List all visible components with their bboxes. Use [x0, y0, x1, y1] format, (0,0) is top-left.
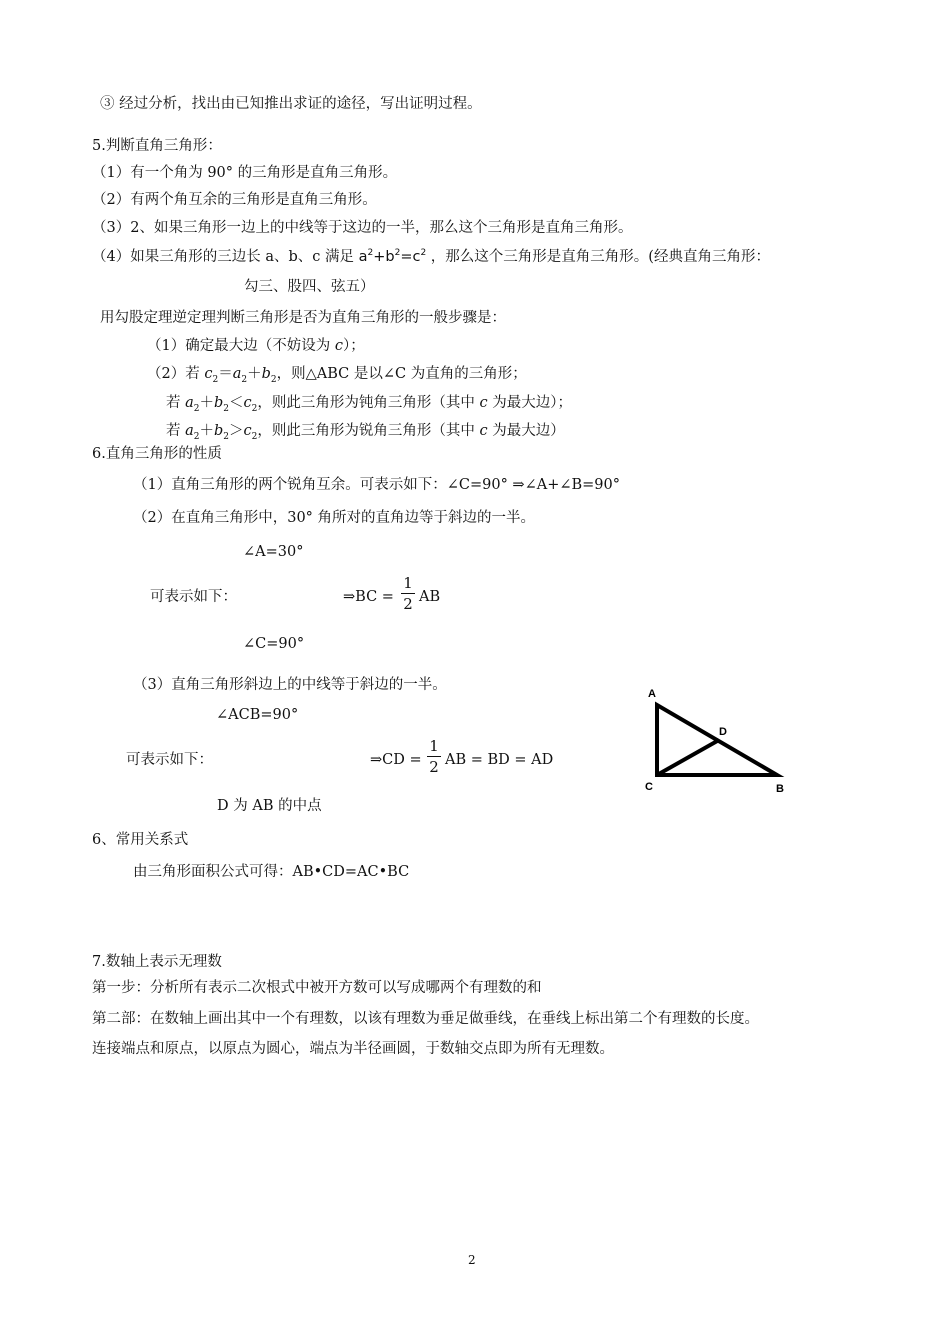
- property-3: （3）直角三角形斜边上的中线等于斜边的一半。: [133, 677, 447, 693]
- vertex-label-c: C: [645, 781, 653, 793]
- property-2-result: ⇒BC =: [343, 589, 394, 605]
- section7-step-2: 第二部：在数轴上画出其中一个有理数，以该有理数为垂足做垂线，在垂线上标出第二个有理数的长度。: [92, 1011, 759, 1027]
- property-2-condition-2: ∠C=90°: [243, 636, 305, 652]
- vertex-label-a: A: [648, 688, 656, 700]
- converse-intro: 用勾股定理逆定理判断三角形是否为直角三角形的一般步骤是：: [100, 310, 506, 326]
- property-3-condition-2: D 为 AB 的中点: [217, 798, 322, 814]
- section7-step-3: 连接端点和原点，以原点为圆心，端点为半径画圆，于数轴交点即为所有无理数。: [92, 1041, 614, 1057]
- median-cd: [657, 740, 719, 775]
- section5-item-1: （1）有一个角为 90° 的三角形是直角三角形。: [92, 165, 398, 181]
- area-relation: 由三角形面积公式可得：AB•CD=AC•BC: [133, 864, 410, 880]
- property-3-tail: AB = BD = AD: [445, 752, 554, 768]
- property-2-label: 可表示如下：: [150, 589, 237, 605]
- property-3-result: ⇒CD =: [370, 752, 422, 768]
- converse-step-2: （2）若 $c_2=a_2+b_2$，则△ABC 是以∠C 为直角的三角形；: [147, 366, 527, 385]
- fraction-one-half-2: 1 2: [427, 738, 441, 775]
- converse-step-3: 若 $a_2+b_2<c_2$，则此三角形为钝角三角形（其中 c 为最大边）；: [166, 395, 572, 414]
- vertex-label-b: B: [776, 783, 784, 795]
- section7-heading: 7.数轴上表示无理数: [92, 954, 222, 970]
- section5-item-2: （2）有两个角互余的三角形是直角三角形。: [92, 192, 377, 208]
- relations-heading: 6、常用关系式: [92, 832, 189, 848]
- section5-item-3: （3）2、如果三角形一边上的中线等于这边的一半，那么这个三角形是直角三角形。: [92, 220, 633, 236]
- page-number: 2: [468, 1253, 476, 1267]
- property-1: （1）直角三角形的两个锐角互余。可表示如下：∠C=90° ⇒∠A+∠B=90°: [133, 477, 621, 493]
- right-triangle-figure: [640, 682, 790, 797]
- property-3-condition-1: ∠ACB=90°: [216, 707, 299, 723]
- pythagoras-formula: $a^2+b^2=c^2$: [358, 248, 427, 265]
- property-2-condition-1: ∠A=30°: [243, 544, 304, 560]
- vertex-label-d: D: [719, 726, 727, 738]
- converse-step-4: 若 $a_2+b_2>c_2$，则此三角形为锐角三角形（其中 c 为最大边）: [166, 423, 565, 442]
- section7-step-1: 第一步：分析所有表示二次根式中被开方数可以写成哪两个有理数的和: [92, 980, 542, 996]
- property-3-label: 可表示如下：: [126, 752, 213, 768]
- section6-heading: 6.直角三角形的性质: [92, 446, 222, 462]
- property-2: （2）在直角三角形中，30° 角所对的直角边等于斜边的一半。: [133, 510, 536, 526]
- section5-item-4-cont: 勾三、股四、弦五）: [244, 279, 375, 295]
- converse-step-1: （1）确定最大边（不妨设为 c）；: [147, 338, 365, 354]
- section5-heading: 5.判断直角三角形：: [92, 138, 222, 154]
- fraction-one-half: 1 2: [401, 575, 415, 612]
- section5-item-4: （4）如果三角形的三边长 a、b、c 满足 $a^2+b^2=c^2$ ，那么这个三角形是直角三角形。(经典直角三角形：: [92, 248, 770, 265]
- intro-step3: ③ 经过分析，找出由已知推出求证的途径，写出证明过程。: [100, 96, 482, 112]
- property-2-tail: AB: [419, 589, 441, 605]
